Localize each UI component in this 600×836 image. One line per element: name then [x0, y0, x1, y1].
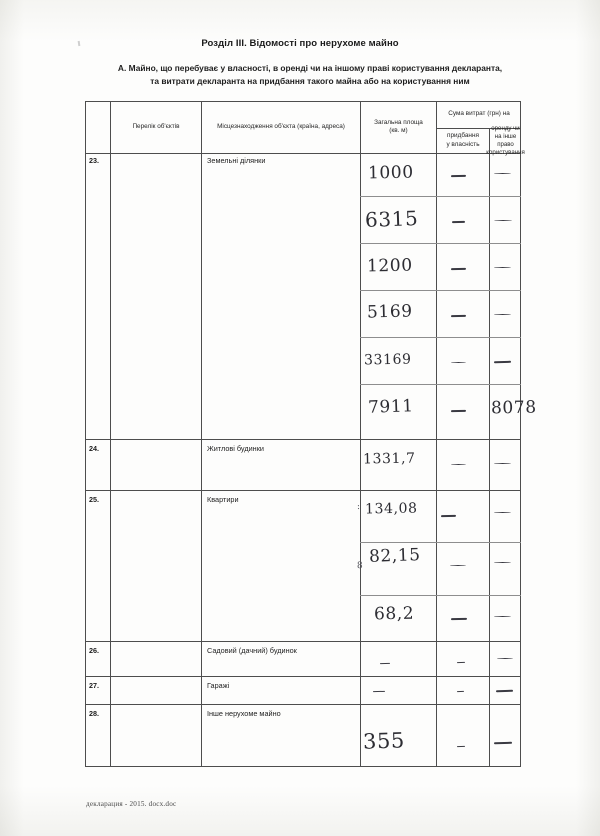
table-row-number: 28.	[89, 709, 99, 718]
handwritten-dash-purchase	[451, 362, 466, 363]
handwritten-dash-purchase	[452, 221, 465, 223]
subrow-rule	[360, 384, 521, 385]
handwritten-dash-purchase	[451, 410, 466, 412]
handwritten-area-value: 1200	[366, 255, 413, 277]
header-expenses-purchase	[437, 128, 489, 153]
handwritten-area-value: 1331,7	[362, 450, 416, 468]
handwritten-dash-rent	[494, 314, 511, 315]
table-col-rule-area	[436, 101, 437, 766]
header-object-list: Перелік об'єктів	[132, 122, 180, 130]
table-border-right	[520, 101, 521, 766]
table-row-rule-26-27	[85, 676, 521, 677]
table-row-rule-23-24	[85, 439, 521, 440]
handwritten-dash-purchase	[451, 464, 466, 465]
header-total-area-units: (кв. м)	[389, 127, 408, 134]
document-footer-filename: декларация - 2015. docx.doc	[86, 800, 177, 808]
handwritten-dash-rent	[494, 562, 511, 563]
handwritten-dash-purchase	[451, 268, 466, 270]
table-row-label: Житлові будинки	[207, 444, 264, 453]
handwritten-dash-purchase	[457, 662, 465, 663]
handwritten-area-value: 5169	[366, 301, 413, 323]
page-subtitle-line2: та витрати декларанта на придбання такого майна або на користування ним	[150, 76, 470, 86]
table-border-bottom	[85, 766, 521, 767]
page-subtitle	[92, 62, 528, 88]
table-row-rule-27-28	[85, 704, 521, 705]
header-expenses-purchase-line2: у власність	[446, 140, 480, 148]
handwritten-dash-purchase	[457, 691, 464, 692]
table-hdr-rule-bottom	[85, 153, 521, 154]
header-total-area	[361, 101, 436, 153]
table-row-label: Садовий (дачний) будинок	[207, 646, 297, 655]
table-row-number: 23.	[89, 156, 99, 165]
handwritten-area-value: 1000	[367, 162, 414, 184]
header-expenses-purchase-line1: придбання	[447, 132, 479, 140]
handwritten-dash-purchase	[457, 746, 465, 747]
handwritten-area-value: 68,2	[373, 603, 415, 625]
handwritten-area-value: 33169	[363, 351, 412, 369]
header-expenses-rent-line2: право користування	[486, 140, 525, 156]
handwritten-area-prefix: :	[356, 501, 361, 513]
subrow-rule	[360, 595, 521, 596]
page-subtitle-line1: А. Майно, що перебуває у власності, в оренді чи на іншому праві користування декларанта,	[117, 63, 503, 73]
handwritten-dash-rent	[494, 173, 511, 174]
table-col-rule-location	[360, 101, 361, 766]
handwritten-rent-value: 8078	[490, 397, 537, 419]
header-expenses-group: Сума витрат (грн) на	[448, 110, 510, 118]
handwritten-dash-rent	[494, 512, 511, 513]
handwritten-dash-rent	[496, 690, 513, 692]
table-col-rule-objects	[201, 101, 202, 766]
handwritten-area-value: 6315	[364, 206, 419, 232]
handwritten-dash-purchase	[450, 565, 466, 566]
subrow-rule	[360, 290, 521, 291]
handwritten-dash-rent	[494, 463, 511, 464]
handwritten-dash-purchase	[441, 515, 456, 517]
header-expenses-rent	[486, 124, 525, 156]
table-row-number: 27.	[89, 681, 99, 690]
table-row-label: Земельні ділянки	[207, 156, 266, 165]
handwritten-area-value: 82,15	[368, 545, 422, 567]
table-row-label: Квартири	[207, 495, 239, 504]
handwritten-dash-rent	[494, 616, 511, 617]
table-col-rule-rownum	[110, 101, 111, 766]
header-location: Місцезнаходження об'єкта (країна, адреса)	[217, 122, 345, 130]
handwritten-dash-rent	[494, 220, 512, 221]
handwritten-dash-purchase	[451, 618, 467, 620]
handwritten-dash-rent	[494, 742, 512, 744]
handwritten-area-value: 7911	[367, 396, 415, 418]
handwritten-dash-purchase	[451, 175, 466, 177]
handwritten-dash-rent	[497, 658, 513, 659]
subrow-rule	[360, 196, 521, 197]
table-col-rule-purchase	[489, 128, 490, 766]
table-border-left	[85, 101, 86, 766]
header-total-area-label: Загальна площа	[374, 118, 423, 126]
handwritten-dash-rent	[494, 361, 511, 363]
property-table	[85, 101, 537, 766]
table-row-label: Інше нерухоме майно	[207, 709, 281, 718]
page-title: Розділ III. Відомості про нерухоме майно	[201, 38, 399, 49]
table-row-rule-24-25	[85, 490, 521, 491]
handwritten-dash-purchase	[451, 315, 466, 317]
table-row-rule-25-26	[85, 641, 521, 642]
subrow-rule	[360, 337, 521, 338]
subrow-rule	[360, 243, 521, 244]
handwritten-dash-rent	[494, 267, 511, 268]
table-row-number: 26.	[89, 646, 99, 655]
subrow-rule	[360, 542, 521, 543]
handwritten-area-prefix: 8	[356, 560, 364, 572]
handwritten-area-value: 134,08	[364, 500, 418, 518]
handwritten-dash-area	[380, 663, 390, 664]
table-row-number: 25.	[89, 495, 99, 504]
header-expenses-rent-line1: оренду чи на інше	[491, 124, 520, 140]
handwritten-dash-area	[373, 691, 385, 693]
table-row-label: Гаражі	[207, 681, 230, 690]
table-row-number: 24.	[89, 444, 99, 453]
handwritten-area-value: 355	[362, 728, 406, 754]
